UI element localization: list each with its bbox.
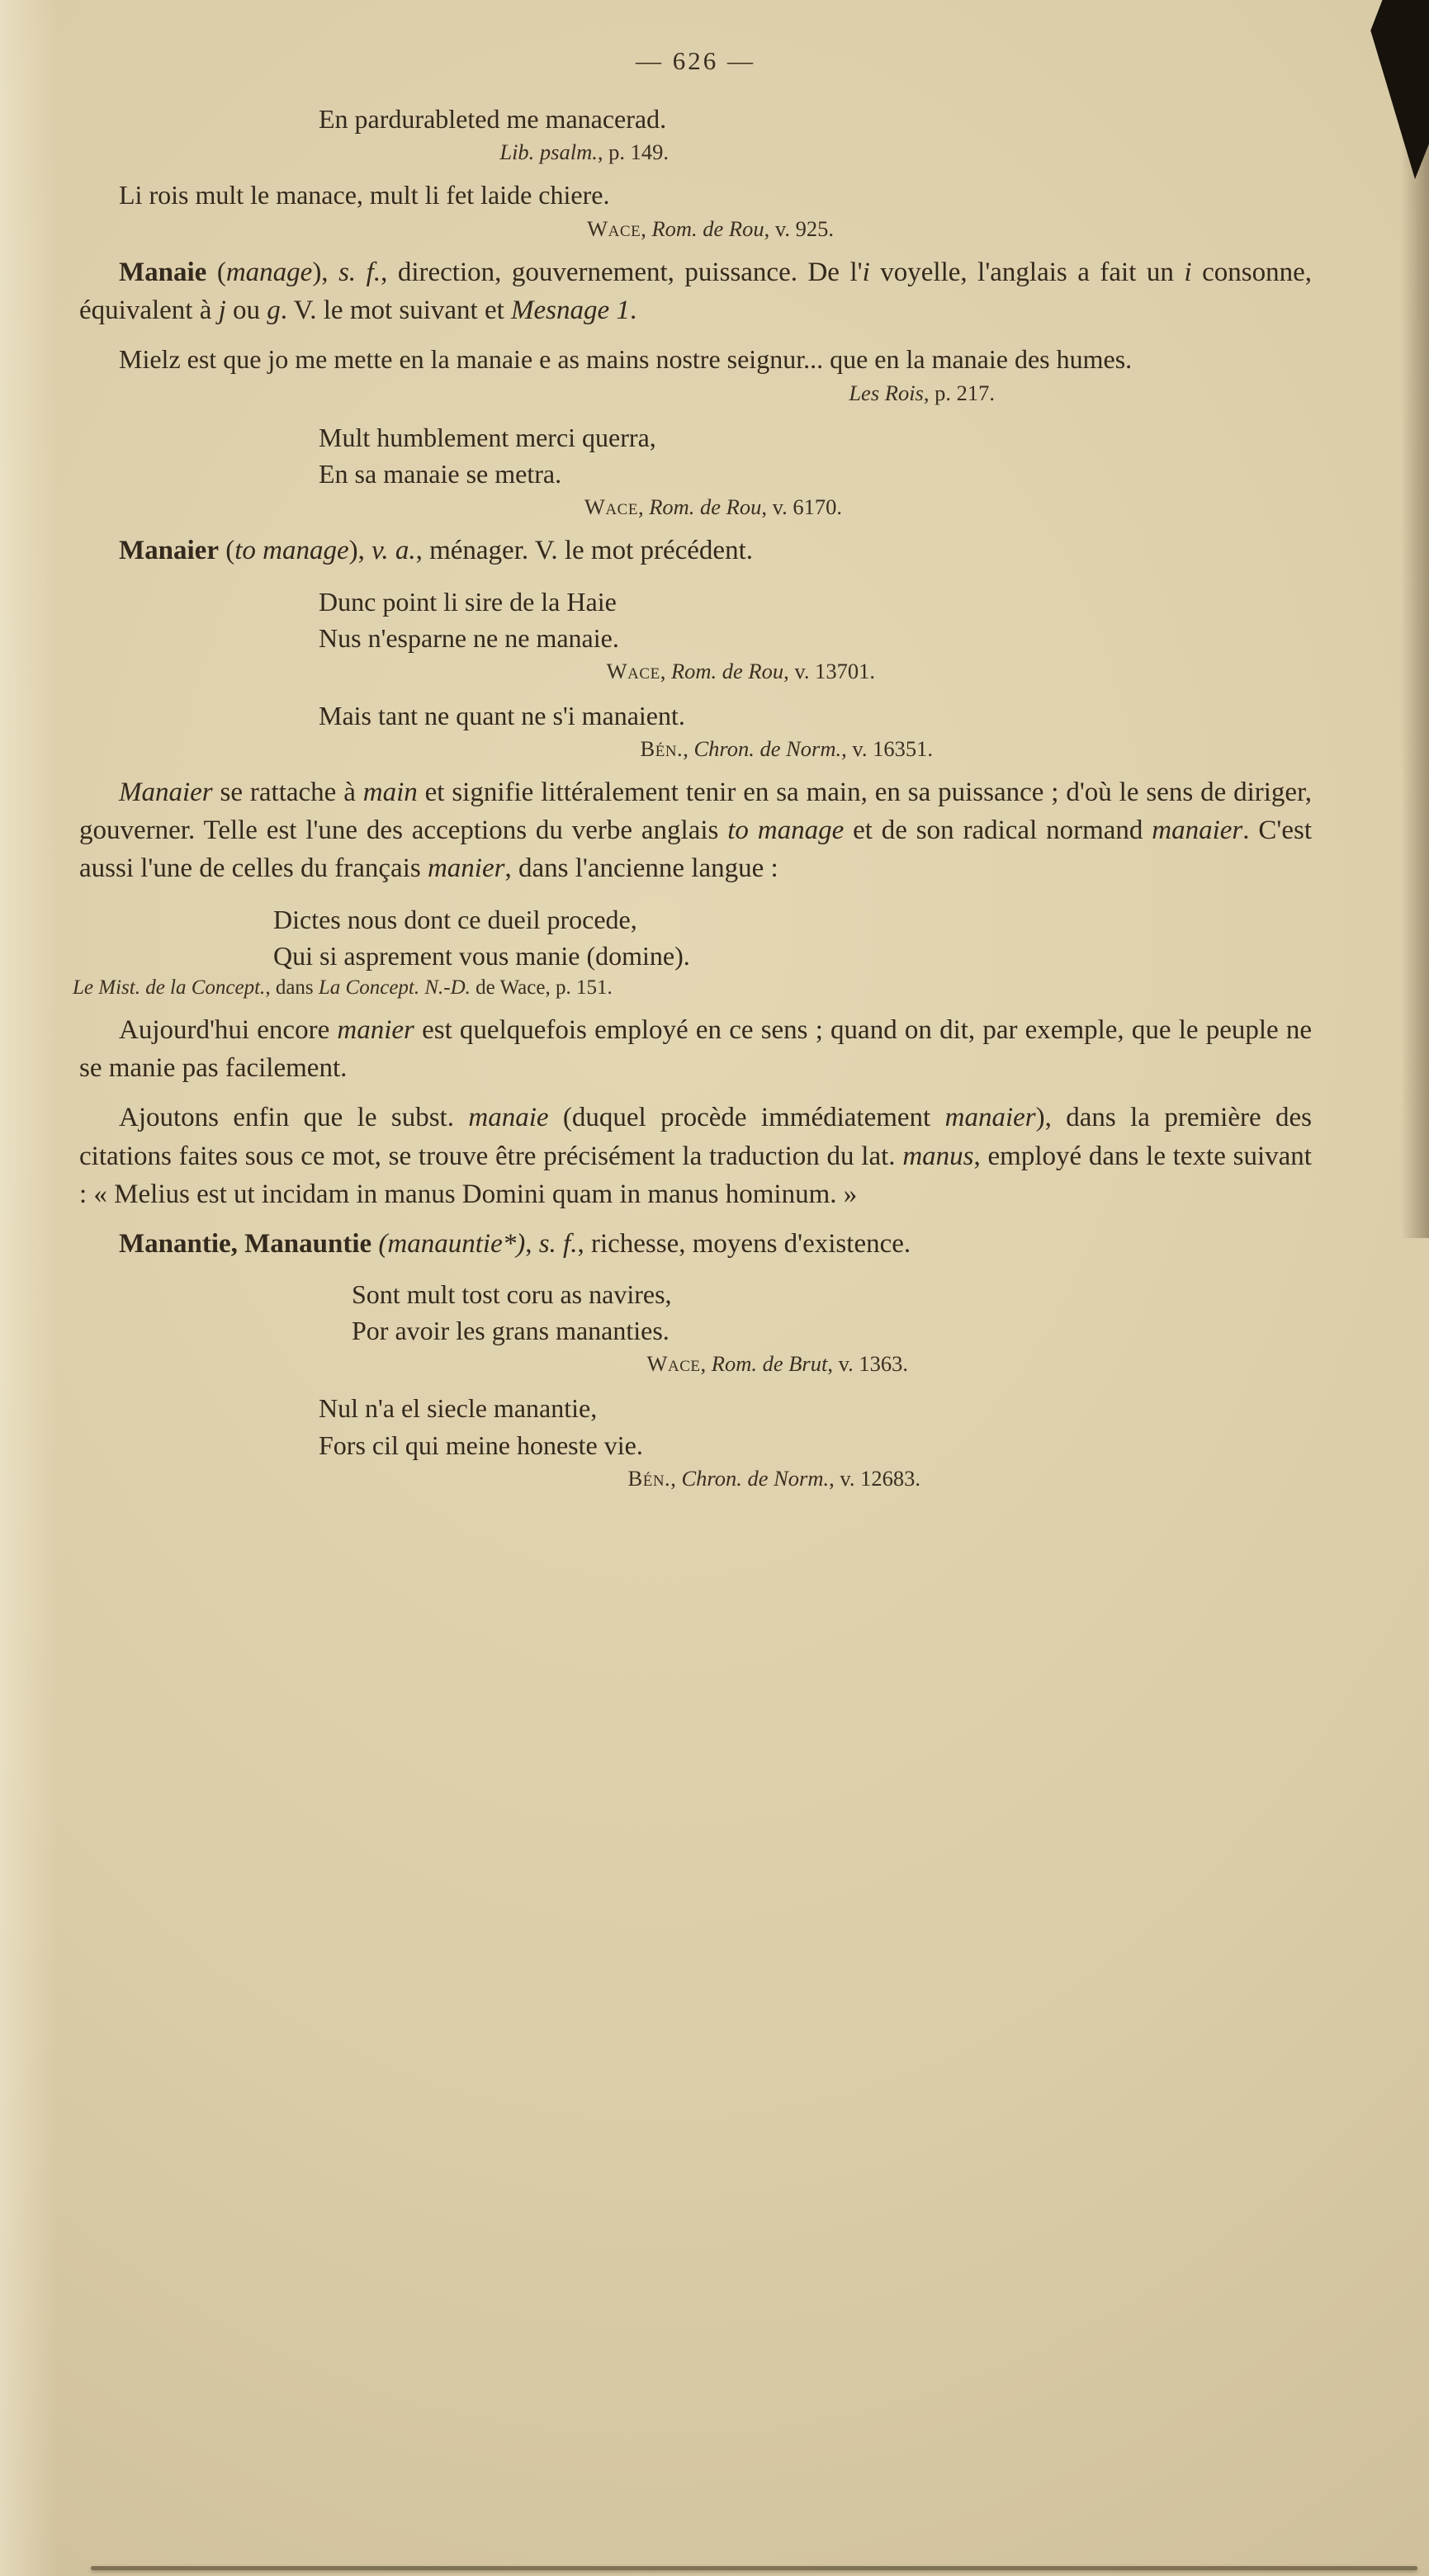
citation-source: Le Mist. de la Concept., dans La Concept. N.-D. de Wace, p. 151.: [73, 976, 613, 999]
citation-source: Wace, Rom. de Rou, v. 925.: [587, 215, 834, 241]
commentary-paragraph: Aujourd'hui encore manier est quelquefois employé en ce sens ; quand on dit, par exemple, que le peuple ne se manie pas facilement.: [79, 1014, 1312, 1084]
quotation-verse: [319, 101, 1312, 137]
verse-line: Mult humblement merci querra,: [319, 423, 656, 453]
verse-line: Dictes nous dont ce dueil procede,: [273, 904, 637, 934]
verse-line: Qui si asprement vous manie (domine).: [273, 940, 690, 971]
verse-line: Fors cil qui meine honeste vie.: [319, 1430, 643, 1460]
quotation-verse: [273, 901, 1312, 974]
citation-source: Bén., Chron. de Norm., v. 12683.: [627, 1465, 920, 1491]
citation-source: Les Rois, p. 217.: [849, 380, 995, 406]
citation-source: Bén., Chron. de Norm., v. 16351.: [640, 736, 933, 762]
citation-source: Wace, Rom. de Rou, v. 13701.: [606, 658, 875, 683]
quotation-verse: [352, 1276, 1312, 1349]
citation-source: Wace, Rom. de Brut, v. 1363.: [646, 1351, 908, 1377]
verse-line: En pardurableted me manacerad.: [319, 104, 667, 134]
quotation-verse: [319, 419, 1312, 492]
commentary-paragraph: Ajoutons enfin que le subst. manaie (duquel procède immédiatement manaier), dans la première des citations faites sous ce mot, se trouve être précisément la traduction du lat. manus, employé dans le texte suivant : « Melius est ut incidam in manus Domini quam in manus hominum. »: [79, 1103, 1312, 1209]
dictionary-entry-manantie: Manantie, Manauntie (manauntie*), s. f., richesse, moyens d'existence.: [119, 1228, 911, 1259]
verse-line: Sont mult tost coru as navires,: [352, 1279, 672, 1310]
scan-bottom-edge-line: [91, 2566, 1417, 2570]
dictionary-entry-manaier: Manaier (to manage), v. a., ménager. V. le mot précédent.: [119, 536, 753, 566]
verse-line: En sa manaie se metra.: [319, 459, 562, 489]
quotation-line: Li rois mult le manace, mult li fet laide chiere.: [119, 180, 610, 210]
page-number: — 626 —: [636, 46, 755, 75]
commentary-paragraph: Manaier se rattache à main et signifie littéralement tenir en sa main, en sa puissance ; d'où le sens de diriger, gouverner. Telle est l'une des acceptions du verbe anglais to manage et de son radical normand manaier. C'est aussi l'une de celles du français manier, dans l'ancienne langue :: [79, 778, 1312, 884]
verse-line: Nul n'a el siecle manantie,: [319, 1393, 598, 1424]
quotation-paragraph: Mielz est que jo me mette en la manaie e as mains nostre seignur... que en la manaie des humes.: [119, 344, 1133, 375]
verse-line: Nus n'esparne ne ne manaie.: [319, 622, 619, 653]
verse-line: Mais tant ne quant ne s'i manaient.: [319, 700, 685, 730]
verse-line: Por avoir les grans mananties.: [352, 1316, 670, 1346]
citation-source: Wace, Rom. de Rou, v. 6170.: [584, 494, 842, 520]
dictionary-entry-manaie: Manaie (manage), s. f., direction, gouvernement, puissance. De l'i voyelle, l'anglais a fait un i consonne, équivalent à j ou g. V. le mot suivant et Mesnage 1.: [79, 257, 1312, 326]
quotation-verse: [319, 697, 1312, 734]
citation-source: Lib. psalm., p. 149.: [499, 139, 669, 165]
verse-line: Dunc point li sire de la Haie: [319, 586, 617, 617]
quotation-verse: [319, 584, 1312, 656]
quotation-verse: [319, 1390, 1312, 1463]
